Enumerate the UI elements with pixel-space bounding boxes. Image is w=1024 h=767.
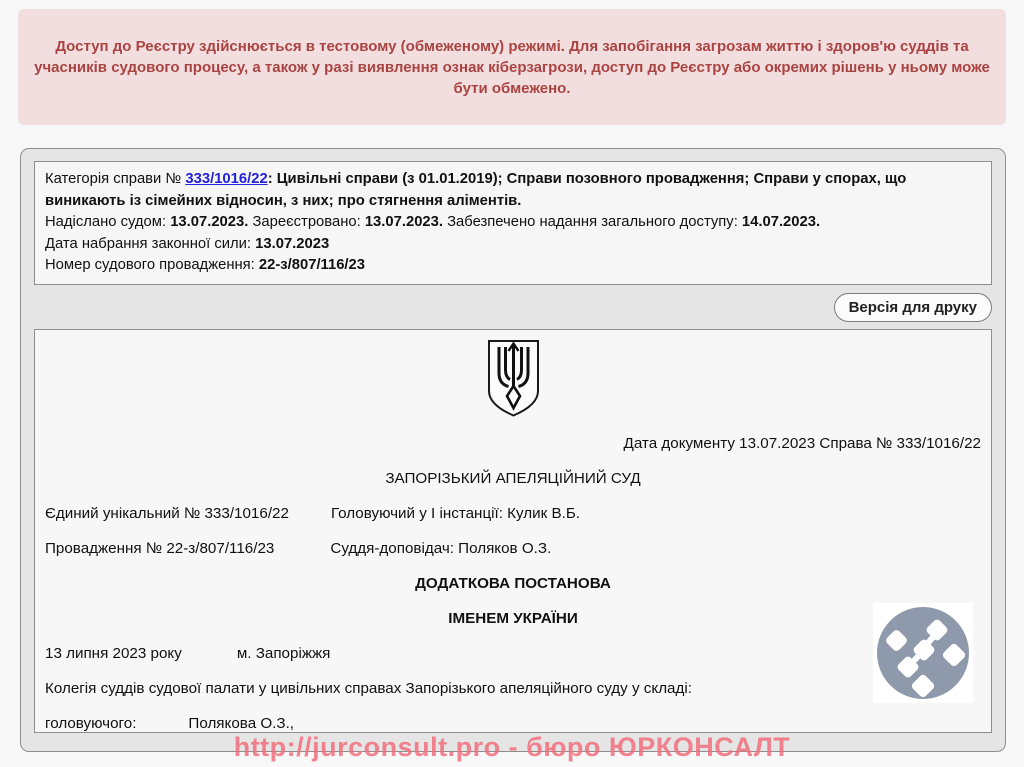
sent-label: Надіслано судом: [45,214,171,231]
jurconsult-watermark: http://jurconsult.pro - бюро ЮРКОНСАЛТ [233,732,791,762]
proceeding-number-value: 22-з/807/116/23 [258,257,365,274]
unique-number: Єдиний унікальний № 333/1016/22 [45,505,289,522]
doc-place: м. Запоріжжя [236,645,331,662]
chair-label: головуючого: [45,715,137,732]
sent-date: 13.07.2023. [170,214,249,231]
proceeding-number: Провадження № 22-з/807/116/23 [45,540,275,557]
proceeding-number-label: Номер судового провадження: [45,257,259,274]
panel-composition-line: Колегія суддів судової палати у цивільних справах Запорізького апеляційного суду у складі: [45,680,692,697]
registry-content-panel [20,148,1006,752]
registered-label: Зареєстровано: [248,214,365,231]
chair-line [45,714,981,733]
access-warning-banner [18,9,1006,125]
access-label: Забезпечено надання загального доступу: [443,214,742,231]
case-category-sep: : [267,171,277,187]
case-category-label: Категорія справи № [45,171,186,187]
doc-date-place-line [45,644,981,663]
access-date: 14.07.2023. [741,214,821,231]
proceeding-line [45,539,981,558]
first-instance-judge: Головуючий у І інстанції: Кулик В.Б. [330,505,581,522]
court-decision-document [34,329,992,733]
ukraine-trident-emblem-icon [45,338,981,418]
print-version-button[interactable]: Версія для друку [834,293,992,322]
case-category-desc: Цивільні справи (з 01.01.2019); Справи позовного провадження; Справи у спорах, що виникають із сімейних відносин, з них; про стягнення аліментів. [45,171,907,209]
case-number-link[interactable]: 333/1016/22 [185,171,268,187]
doc-title-resolution: ДОДАТКОВА ПОСТАНОВА [415,575,611,592]
toolbar [34,285,992,329]
registered-date: 13.07.2023. [364,214,443,231]
doc-title-in-name-of-ukraine: ІМЕНЕМ УКРАЇНИ [448,610,578,627]
doc-date: 13 липня 2023 року [45,645,182,662]
unique-number-line [45,504,981,523]
doc-date-line: Дата документу 13.07.2023 Справа № 333/1016/22 [623,435,981,452]
legal-force-date: 13.07.2023 [255,235,330,252]
access-warning-text: Доступ до Реєстру здійснюється в тестовому (обмеженому) режимі. Для запобігання загрозам життю і здоров'ю суддів та учасників судового процесу, а також у разі виявлення ознак кіберзагрози, доступ до Реєстру або окремих рішень у ньому може бути обмежено. [34,37,990,97]
reporting-judge: Суддя-доповідач: Поляков О.З. [330,540,552,557]
court-name: ЗАПОРІЗЬКИЙ АПЕЛЯЦІЙНИЙ СУД [385,470,641,487]
legal-force-label: Дата набрання законної сили: [45,235,256,252]
chair-name: Полякова О.З., [188,715,295,732]
jurconsult-circle-logo-icon [873,603,973,703]
case-info-box [34,161,992,285]
